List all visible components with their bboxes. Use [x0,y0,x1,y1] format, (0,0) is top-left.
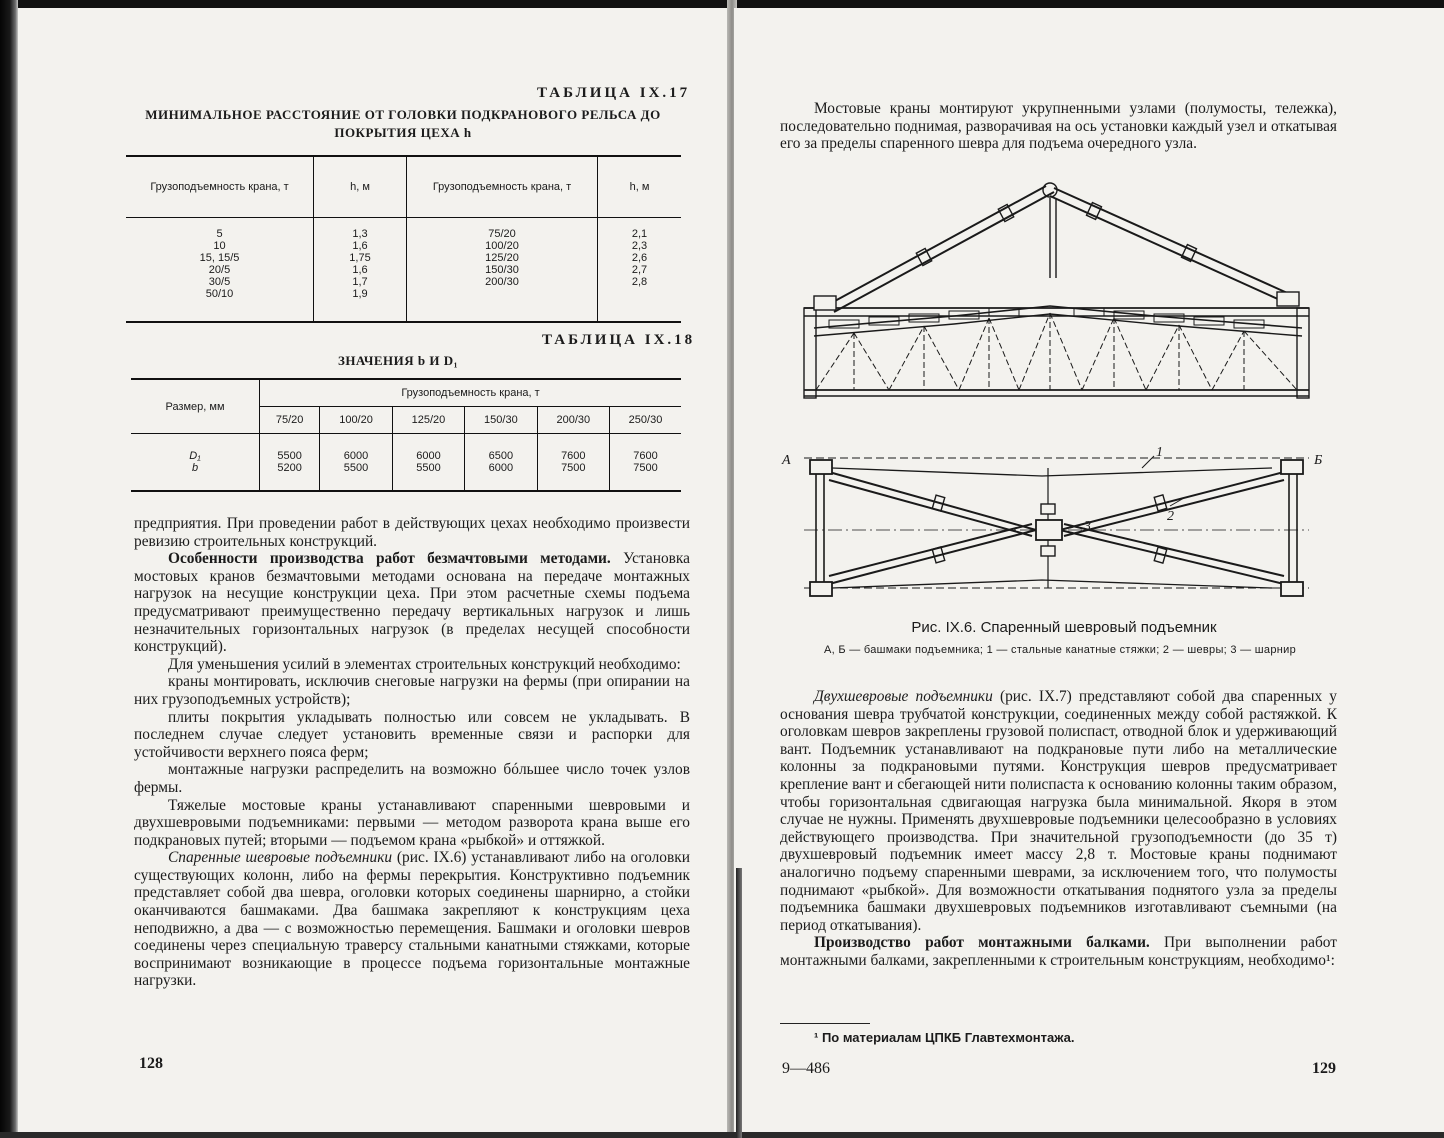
left-body-text [134,515,690,990]
page-number: 128 [139,1055,163,1072]
table-17-caption: ТАБЛИЦА IX.17 [537,85,691,101]
table-18-cell: 5500 5200 [260,434,320,492]
table-18-caption: ТАБЛИЦА IX.18 [542,332,696,348]
paragraph: краны монтировать, исключив снеговые нагрузки на фермы (при опирании на них грузоподъемных устройств); [134,673,690,708]
table-18-cell: 6000 5500 [392,434,464,492]
plan-view [804,456,1309,596]
paragraph-heading: Производство работ монтажными балками. [814,934,1150,952]
scan-shadow [736,868,742,1138]
paragraph-heading: Спаренные шевровые подъемники [168,849,393,867]
table-18-row-header: Размер, мм [131,379,260,434]
paragraph: Тяжелые мостовые краны устанавливают спаренными шевровыми и двухшевровыми подъемниками: первыми — методом разворота крана выше его подкрановых путей; вторыми — подъемом крана «рыбкой» и оттяжкой. [134,796,690,849]
table-18-cell: 6500 6000 [465,434,537,492]
table-17-cell: 75/20 100/20 125/20 150/30 200/30 [407,218,598,323]
paragraph [780,688,1337,934]
table-18-column-header: 125/20 [392,407,464,434]
paragraph-text: (рис. IX.6) устанавливают либо на оголовки существующих колонн, либо на фермы перекрытия. Конструктивно подъемник представляет собой два шевра, оголовки которых соединены шарнирно, а стойки оканчиваются башмаками. Два башмака закрепляют к конструкциям цеха неподвижно, а два — с возможностью перемещения. Башмаки и оголовки шевров соединены через специальную траверсу стальными канатными стяжками, которые воспринимают возникающие в процессе подъема горизонтальные монтажные нагрузки. [134,849,690,990]
table-18-row-labels: D₁ b [189,450,201,474]
table-17-cell: 2,1 2,3 2,6 2,7 2,8 [598,218,682,323]
footnote-rule [780,1023,870,1024]
table-17-cell: 5 10 15, 15/5 20/5 30/5 50/10 [199,228,240,300]
table-18-cell: 7600 7500 [537,434,609,492]
page-number: 129 [1312,1060,1336,1077]
paragraph-text: Установка мостовых кранов безмачтовыми методами основана на передаче монтажных нагрузок на несущие конструкции цеха. При этом расчетные схемы подъема предусматривают преимущественно передачу вертикальных нагрузок и лишь незначительных горизонтальных нагрузок (в пределах несущей способности конструкций). [134,550,690,656]
elevation-view [804,183,1309,398]
table-18-cell: 6000 5500 [320,434,392,492]
table-17 [126,155,681,323]
paragraph-text: (рис. IX.7) представляют собой два спаренных у основания шевра трубчатой конструкции, соединенных между собой растяжкой. К оголовкам шевров закреплены грузовой полиспаст, отводной блок и удерживающий вант. Подъемник устанавливают на подкрановые пути либо на металлические колонны за подкрановыми путями. Конструкция шевров предусматривает крепление вант и сбегающей нити полиспаста к основанию колонны таким образом, чтобы горизонтальная сдвигающая нагрузка была минимальной. Якоря в этом случае не нужны. Применять двухшевровые подъемники целесообразно в условиях действующего производства. При значительной грузоподъемности (до 35 т) двухшевровый подъемник имеет массу 2,8 т. Мостовые краны поднимают аналогично подъему спаренными шеврами, за исключением того, что полумосты поднимают «рыбкой». Для возможности откатывания поднятого узла за пределы подъемника башмаки двухшевровых подъемников изготавливают съемными (на период откатывания). [780,688,1338,934]
table-18-group-header: Грузоподъемность крана, т [260,379,682,407]
right-intro-text [780,100,1337,153]
paragraph: плиты покрытия укладывать полностью или совсем не укладывать. В последнем случае следует установить временные связи и распорки для устойчивости верхнего пояса ферм; [134,708,690,761]
table-18 [131,378,681,492]
paragraph: Мостовые краны монтируют укрупненными узлами (полумосты, тележка), последовательно поднимая, разворачивая на ось установки каждый узел и откатывая его за пределы спаренного шевра для подъема очередного узла. [780,100,1337,153]
table-17-cell: 1,3 1,6 1,75 1,6 1,7 1,9 [314,218,407,323]
right-body-text [780,688,1337,970]
table-18-cell: 7600 7500 [610,434,681,492]
figure-label-2: 2 [1167,509,1174,524]
figure-caption: Рис. IX.6. Спаренный шевровый подъемник [911,619,1217,636]
table-18-title: ЗНАЧЕНИЯ b И D₁ [337,353,459,368]
paragraph-heading: Особенности производства работ безмачтовыми методами. [168,550,611,568]
signature-mark: 9—486 [782,1060,830,1077]
paragraph: Для уменьшения усилий в элементах строительных конструкций необходимо: [168,655,681,673]
table-18-column-header: 100/20 [320,407,392,434]
table-18-column-header: 250/30 [610,407,681,434]
figure-label-3: 3 [1084,519,1091,534]
figure-label-b: Б [1314,453,1323,468]
left-page [18,8,730,1132]
table-17-header: Грузоподъемность крана, т [407,156,598,218]
right-page [734,8,1444,1132]
figure-ix6 [774,168,1344,613]
table-18-column-header: 75/20 [260,407,320,434]
table-17-title: МИНИМАЛЬНОЕ РАССТОЯНИЕ ОТ ГОЛОВКИ ПОДКРАНОВОГО РЕЛЬСА ДО ПОКРЫТИЯ ЦЕХА h [145,107,661,140]
scan-left-edge [0,0,18,1132]
table-18-column-header: 200/30 [537,407,609,434]
paragraph-text: При выполнении работ монтажными балками, закрепленными к строительным конструкциям, необходимо¹: [780,934,1337,969]
paragraph: предприятия. При проведении работ в действующих цехах необходимо произвести ревизию строительных конструкций. [134,515,690,550]
paragraph-heading: Двухшевровые подъемники [814,688,993,705]
figure-legend: А, Б — башмаки подъемника; 1 — стальные канатные стяжки; 2 — шевры; 3 — шарнир [823,644,1296,656]
figure-label-1: 1 [1156,445,1163,460]
footnote: ¹ По материалам ЦПКБ Главтехмонтажа. [814,1030,1075,1045]
paragraph [134,550,690,656]
table-18-column-header: 150/30 [465,407,537,434]
figure-label-a: А [782,453,791,468]
paragraph [134,849,690,990]
paragraph: монтажные нагрузки распределить на возможно бóльшее число точек узлов фермы. [134,761,690,796]
table-17-header: h, м [598,156,682,218]
table-17-header: h, м [314,156,407,218]
table-17-header: Грузоподъемность крана, т [126,156,314,218]
paragraph [780,934,1337,969]
